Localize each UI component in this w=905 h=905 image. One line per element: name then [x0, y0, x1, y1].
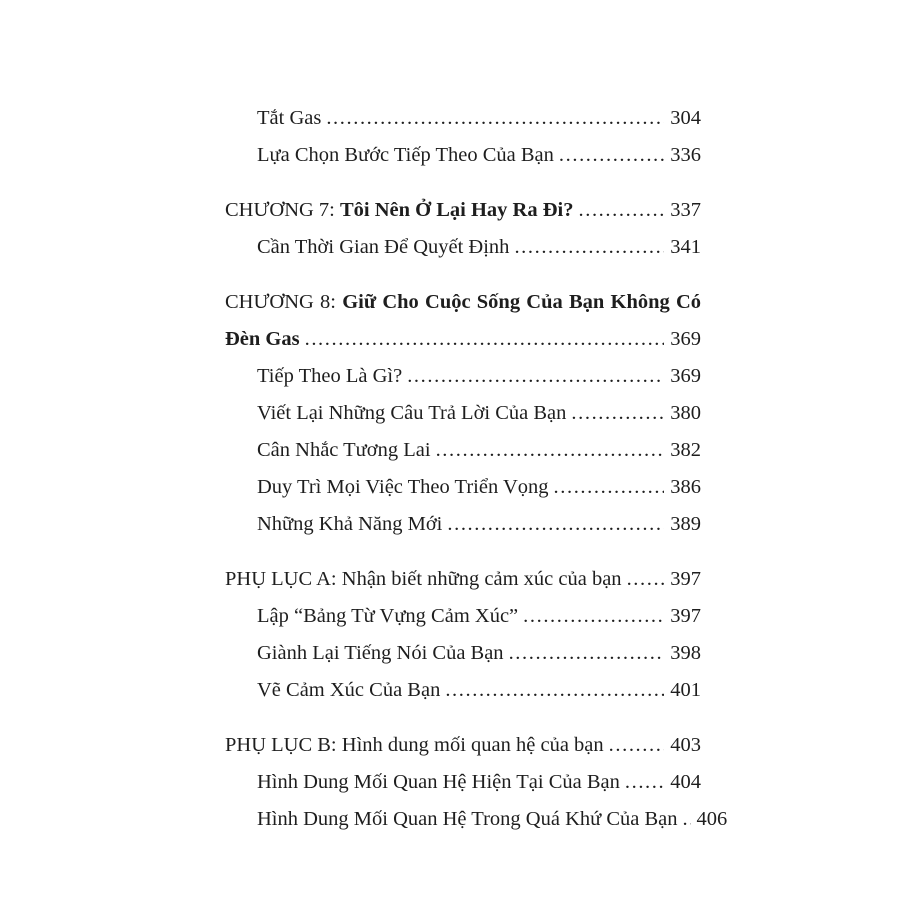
- dot-leader: [447, 506, 664, 543]
- dot-leader: [579, 192, 665, 229]
- dot-leader: [445, 672, 664, 709]
- toc-page-number: 404: [670, 771, 701, 793]
- toc-list: [225, 100, 728, 838]
- dot-leader: [407, 358, 664, 395]
- toc-page-number: 369: [670, 328, 701, 350]
- appendix-title: Hình dung mối quan hệ của bạn: [341, 734, 604, 756]
- dot-leader: [627, 561, 665, 598]
- chapter-title: Tôi Nên Ở Lại Hay Ra Đi?: [340, 199, 574, 221]
- toc-page-number: 304: [670, 107, 701, 129]
- toc-chapter-entry: [225, 284, 701, 358]
- chapter-title: Giữ Cho Cuộc Sống Của Bạn Không Có: [342, 291, 702, 313]
- dot-leader: [559, 137, 664, 174]
- chapter-title-line2: [225, 321, 701, 358]
- chapter-title-continued: Đèn Gas: [225, 328, 300, 350]
- toc-page-number: 336: [670, 144, 701, 166]
- toc-entry: [225, 358, 701, 395]
- toc-entry-label: Tắt Gas: [257, 107, 322, 129]
- toc-entry-label: [225, 561, 622, 598]
- toc-page-number: 337: [670, 199, 701, 221]
- chapter-title-line1: [225, 284, 701, 321]
- toc-page-number: 406: [696, 808, 728, 830]
- toc-entry: [225, 506, 701, 543]
- dot-leader: [625, 764, 664, 801]
- toc-page-number: 401: [670, 679, 701, 701]
- toc-entry-label: [225, 192, 574, 229]
- dot-leader: [683, 801, 691, 838]
- chapter-prefix: CHƯƠNG 8:: [225, 291, 336, 313]
- toc-entry-label: Duy Trì Mọi Việc Theo Triển Vọng: [257, 476, 549, 498]
- dot-leader: [554, 469, 665, 506]
- dot-leader: [509, 635, 665, 672]
- toc-entry: [225, 635, 701, 672]
- toc-entry: [225, 764, 701, 801]
- toc-entry-label: Hình Dung Mối Quan Hệ Hiện Tại Của Bạn: [257, 771, 620, 793]
- toc-entry-label: Lập “Bảng Từ Vựng Cảm Xúc”: [257, 605, 519, 627]
- toc-chapter-entry: [225, 192, 701, 229]
- dot-leader: [305, 321, 665, 358]
- toc-page-number: 398: [670, 642, 701, 664]
- toc-page-number: 369: [670, 365, 701, 387]
- dot-leader: [326, 100, 664, 137]
- toc-page-number: 389: [670, 513, 701, 535]
- toc-entry-label: [225, 727, 604, 764]
- toc-page-number: 397: [670, 605, 701, 627]
- toc-entry: [225, 395, 701, 432]
- toc-entry-label: Giành Lại Tiếng Nói Của Bạn: [257, 642, 504, 664]
- toc-entry: [225, 801, 728, 838]
- dot-leader: [523, 598, 664, 635]
- dot-leader: [436, 432, 665, 469]
- toc-entry-label: Cần Thời Gian Để Quyết Định: [257, 236, 510, 258]
- toc-appendix-entry: [225, 727, 701, 764]
- toc-entry-label: Lựa Chọn Bước Tiếp Theo Của Bạn: [257, 144, 554, 166]
- toc-entry: [225, 469, 701, 506]
- toc-entry-label: Viết Lại Những Câu Trả Lời Của Bạn: [257, 402, 567, 424]
- dot-leader: [609, 727, 665, 764]
- toc-appendix-entry: [225, 561, 701, 598]
- toc-entry-label: Cân Nhắc Tương Lai: [257, 439, 431, 461]
- toc-page-number: 380: [670, 402, 701, 424]
- toc-page-number: 382: [670, 439, 701, 461]
- appendix-prefix: PHỤ LỤC B:: [225, 734, 337, 756]
- appendix-prefix: PHỤ LỤC A:: [225, 568, 337, 590]
- toc-page-number: 397: [670, 568, 701, 590]
- toc-entry: [225, 598, 701, 635]
- toc-entry-label: Những Khả Năng Mới: [257, 513, 443, 535]
- toc-entry-label: Vẽ Cảm Xúc Của Bạn: [257, 679, 441, 701]
- toc-entry-label: Hình Dung Mối Quan Hệ Trong Quá Khứ Của Bạn: [257, 808, 678, 830]
- toc-entry: [225, 229, 701, 266]
- toc-entry: [225, 137, 701, 174]
- toc-page-number: 386: [670, 476, 701, 498]
- dot-leader: [571, 395, 664, 432]
- appendix-title: Nhận biết những cảm xúc của bạn: [341, 568, 622, 590]
- toc-entry: [225, 672, 701, 709]
- toc-entry: [225, 100, 701, 137]
- toc-entry: [225, 432, 701, 469]
- toc-page-number: 403: [670, 734, 701, 756]
- dot-leader: [514, 229, 664, 266]
- toc-page-number: 341: [670, 236, 701, 258]
- chapter-prefix: CHƯƠNG 7:: [225, 199, 335, 221]
- toc-entry-label: Tiếp Theo Là Gì?: [257, 365, 403, 387]
